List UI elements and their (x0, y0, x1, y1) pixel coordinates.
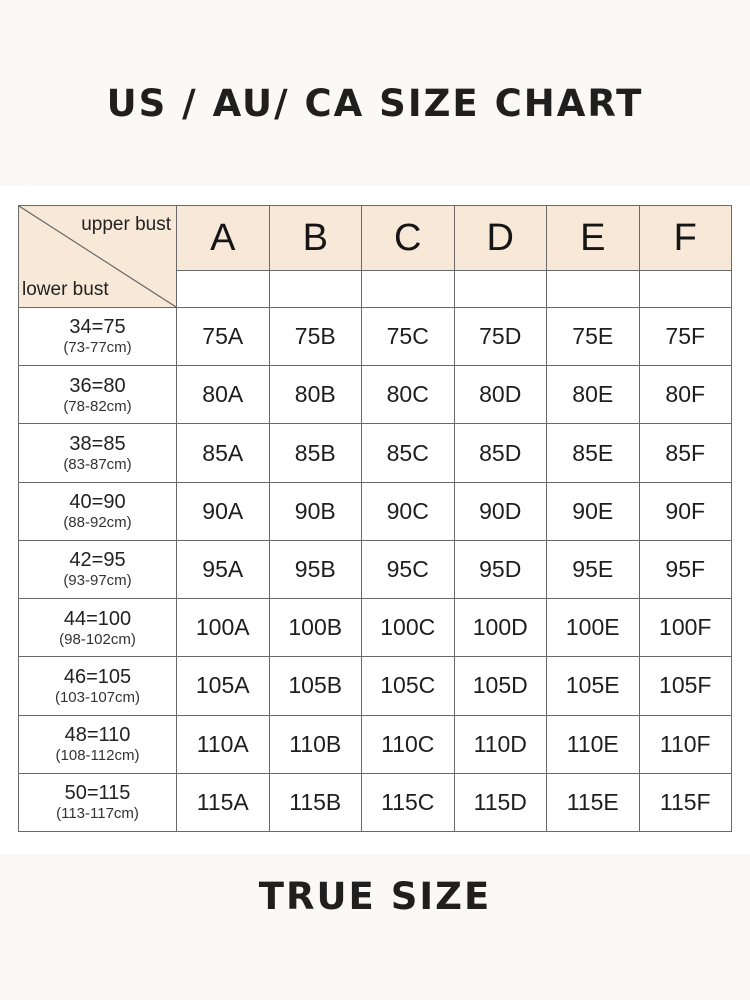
corner-cell (19, 206, 177, 308)
size-cell: 105F (639, 657, 732, 715)
band-size-cell (19, 424, 177, 482)
band-size-label: 48=110 (64, 724, 131, 747)
band-size-range: (108-112cm) (55, 747, 140, 765)
band-size-cell (19, 773, 177, 831)
size-cell: 100F (639, 599, 732, 657)
size-cell: 100A (177, 599, 270, 657)
size-cell: 90F (639, 482, 732, 540)
size-cell: 115B (269, 773, 362, 831)
table-row (19, 308, 732, 366)
size-cell: 80B (269, 366, 362, 424)
header-row (19, 206, 732, 271)
band-size-label: 46=105 (63, 665, 132, 688)
band-size-label: 34=75 (69, 316, 126, 339)
size-cell: 90E (547, 482, 640, 540)
size-cell: 95F (639, 540, 732, 598)
size-cell: 90B (269, 482, 362, 540)
table-row (19, 715, 732, 773)
blank-header-cell (362, 271, 455, 308)
size-cell: 75C (362, 308, 455, 366)
cup-header-e: E (547, 206, 640, 271)
size-cell: 95B (269, 540, 362, 598)
chart-title: US / AU/ CA SIZE CHART (106, 82, 644, 125)
size-cell: 85C (362, 424, 455, 482)
size-cell: 110C (362, 715, 455, 773)
band-size-range: (103-107cm) (54, 688, 141, 706)
band-size-range: (78-82cm) (63, 397, 132, 415)
size-cell: 110F (639, 715, 732, 773)
size-cell: 85D (454, 424, 547, 482)
size-cell: 90D (454, 482, 547, 540)
size-cell: 105D (454, 657, 547, 715)
cup-header-d: D (454, 206, 547, 271)
size-cell: 85E (547, 424, 640, 482)
band-size-range: (98-102cm) (59, 630, 136, 648)
band-size-range: (113-117cm) (56, 805, 139, 823)
corner-label-lower-bust: lower bust (22, 279, 109, 300)
size-cell: 105A (177, 657, 270, 715)
blank-header-cell (269, 271, 362, 308)
band-size-label: 50=115 (64, 782, 131, 805)
size-cell: 105C (362, 657, 455, 715)
size-cell: 110A (177, 715, 270, 773)
size-cell: 110D (454, 715, 547, 773)
band-size-label: 38=85 (69, 432, 126, 455)
table-body (19, 308, 732, 832)
band-size-range: (93-97cm) (63, 572, 132, 590)
band-size-label: 36=80 (69, 374, 126, 397)
size-cell: 75E (547, 308, 640, 366)
blank-header-cell (547, 271, 640, 308)
table-row (19, 657, 732, 715)
cup-header-c: C (362, 206, 455, 271)
band-size-cell (19, 366, 177, 424)
size-cell: 115E (547, 773, 640, 831)
band-size-label: 44=100 (63, 607, 132, 630)
size-cell: 100E (547, 599, 640, 657)
cup-header-b: B (269, 206, 362, 271)
size-cell: 110B (269, 715, 362, 773)
size-cell: 75D (454, 308, 547, 366)
size-cell: 80D (454, 366, 547, 424)
size-cell: 90A (177, 482, 270, 540)
size-cell: 95D (454, 540, 547, 598)
band-size-cell (19, 599, 177, 657)
size-cell: 110E (547, 715, 640, 773)
size-cell: 90C (362, 482, 455, 540)
band-size-cell (19, 540, 177, 598)
size-cell: 85F (639, 424, 732, 482)
band-size-cell (19, 482, 177, 540)
true-size-label: TRUE SIZE (258, 875, 492, 918)
band-size-label: 40=90 (69, 491, 126, 514)
size-cell: 100C (362, 599, 455, 657)
size-cell: 80F (639, 366, 732, 424)
table-row (19, 773, 732, 831)
size-cell: 95E (547, 540, 640, 598)
size-cell: 105E (547, 657, 640, 715)
table-row (19, 540, 732, 598)
size-cell: 80E (547, 366, 640, 424)
cup-header-f: F (639, 206, 732, 271)
band-size-label: 42=95 (69, 549, 126, 572)
band-size-range: (83-87cm) (63, 455, 132, 473)
blank-header-cell (177, 271, 270, 308)
size-cell: 75A (177, 308, 270, 366)
band-size-cell (19, 657, 177, 715)
cup-header-a: A (177, 206, 270, 271)
size-cell: 100B (269, 599, 362, 657)
band-size-cell (19, 308, 177, 366)
size-cell: 115F (639, 773, 732, 831)
corner-label-upper-bust: upper bust (81, 214, 171, 235)
table-row (19, 599, 732, 657)
size-cell: 85B (269, 424, 362, 482)
table-row (19, 482, 732, 540)
size-cell: 75F (639, 308, 732, 366)
blank-header-cell (454, 271, 547, 308)
size-cell: 85A (177, 424, 270, 482)
size-cell: 80C (362, 366, 455, 424)
size-cell: 80A (177, 366, 270, 424)
blank-header-cell (639, 271, 732, 308)
size-cell: 115C (362, 773, 455, 831)
size-cell: 115D (454, 773, 547, 831)
band-size-range: (88-92cm) (63, 514, 132, 532)
table-row (19, 366, 732, 424)
size-cell: 115A (177, 773, 270, 831)
size-cell: 95A (177, 540, 270, 598)
size-cell: 95C (362, 540, 455, 598)
size-table (18, 205, 732, 832)
band-size-cell (19, 715, 177, 773)
size-cell: 105B (269, 657, 362, 715)
table-row (19, 424, 732, 482)
size-cell: 75B (269, 308, 362, 366)
band-size-range: (73-77cm) (63, 339, 132, 357)
size-cell: 100D (454, 599, 547, 657)
